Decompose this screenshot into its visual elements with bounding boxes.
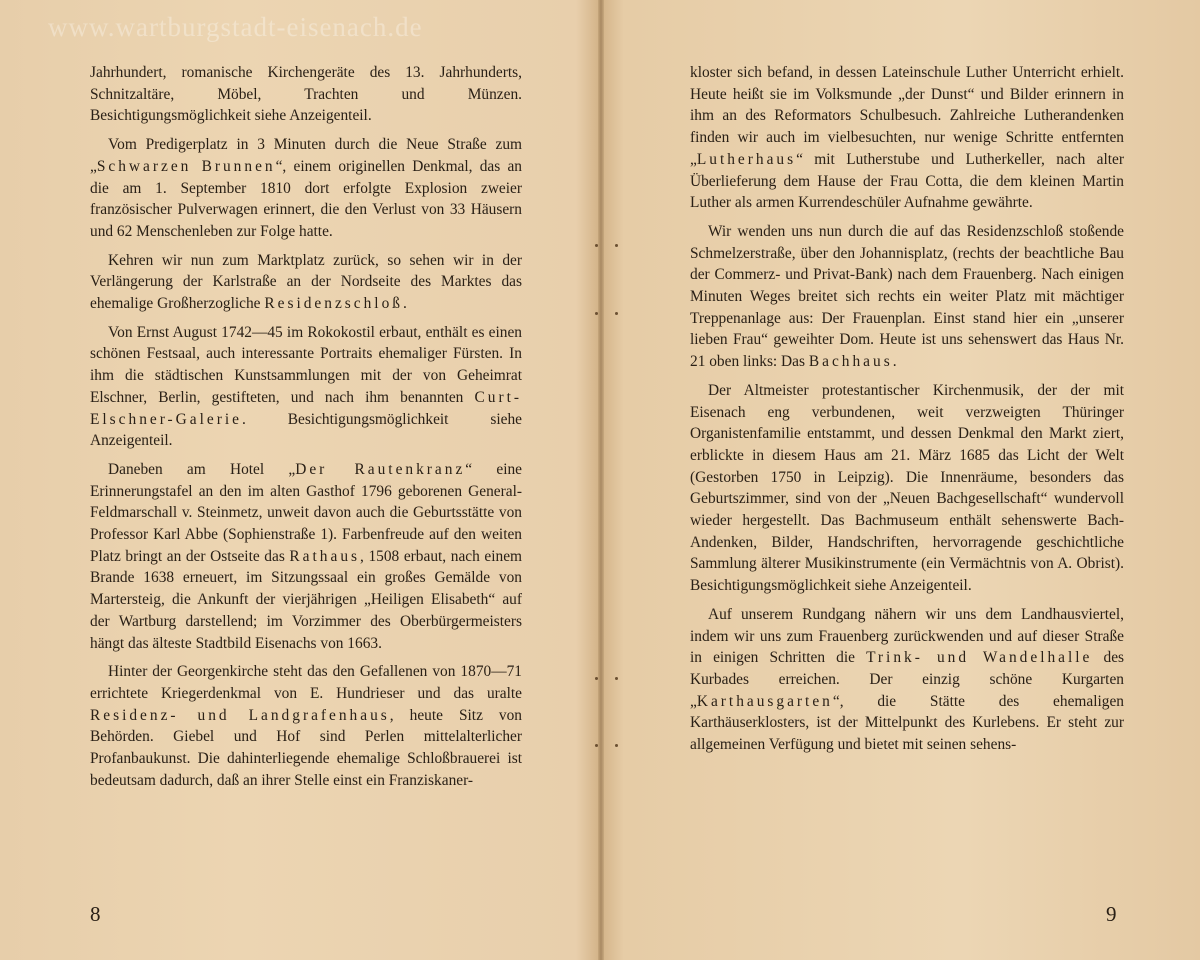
binding-mark (595, 677, 607, 681)
text-run: Hinter der Georgenkirche steht das den Gefallenen von 1870—71 errichtete Kriegerdenkmal von E. Hundrieser und das uralte (90, 663, 522, 702)
paragraph (90, 322, 522, 452)
spaced-emphasis: Curt-Elschner-Galerie (90, 388, 522, 428)
text-run: “, einem originellen Denkmal, das an die am 1. September 1810 dort erfolgte Explosion zweier französischer Pulverwagen erinnert, die den Verlust von 33 Häusern und 62 Menschenleben zur Folge hatte. (90, 157, 522, 240)
paragraph (690, 380, 1124, 597)
text-run: , 1508 erbaut, nach einem Brande 1638 erneuert, im Sitzungssaal ein großes Gemälde von Martersteig, die Ankunft der vierjährigen „Heiligen Elisabeth“ auf der Wartburg darstellend; im Vorzimmer des Oberbürgermeisters hängt das älteste Stadtbild Eisenachs von 1663. (90, 547, 523, 652)
paragraph (90, 459, 522, 654)
text-run: “ eine Erinnerungstafel an den im alten Gasthof 1796 geborenen General-Feldmarschall v. Steinmetz, unweit davon auch die Geburtsstätte von Professor Karl Abbe (Sophienstraße 1). Farbenfreude auf den weiten Platz bringt an der Ostseite das (90, 460, 522, 565)
text-run: . Besichtigungsmöglichkeit siehe Anzeigenteil. (90, 410, 522, 450)
book-gutter (598, 0, 604, 960)
text-run: Der Altmeister protestantischer Kirchenmusik, der der mit Eisenach eng verbundenen, weit verzweigten Thüringer Organistenfamilie entstammt, und dessen Denkmal den Markt ziert, erblickte in diesem Haus am 21. März 1685 das Licht der Welt (Gestorben 1750 in Leipzig). Die Innenräume, besonders das Geburtszimmer, sind von der „Neuen Bachgesellschaft“ wundervoll wieder hergestellt. Das Bachmuseum enthält sehenswerte Bach-Andenken, Bilder, Handschriften, hervorragende geschichtliche Sammlung älterer Musikinstrumente (ein Vermächtnis von A. Obrist). Besichtigungsmöglichkeit siehe Anzeigenteil. (690, 381, 1124, 595)
text-run: Auf unserem Rundgang nähern wir uns dem Landhausviertel, indem wir uns zum Frauenberg zurückwenden und auf dieser Straße in einigen Schritten die (690, 605, 1124, 667)
left-page-text (90, 62, 522, 799)
text-run: Vom Predigerplatz in 3 Minuten durch die Neue Straße zum „ (90, 136, 522, 175)
paragraph (90, 62, 522, 127)
page-number-right: 9 (1106, 902, 1117, 926)
page-number-left: 8 (90, 902, 101, 926)
text-run: . (402, 295, 407, 313)
binding-mark (595, 244, 607, 248)
paragraph (90, 250, 522, 315)
text-run: des Kurbades erreichen. Der einzig schöne Kurgarten „ (690, 649, 1125, 710)
text-run: Von Ernst August 1742—45 im Rokokostil erbaut, enthält es einen schönen Festsaal, auch interessante Portraits ehemaliger Fürsten. In ihm die städtischen Kunstsammlungen mit der von Geheimrat Elschner, Berlin, gestifteten, und nach ihm benannten (90, 323, 522, 406)
text-run: Wir wenden uns nun durch die auf das Residenzschloß stoßende Schmelzerstraße, über den Johannisplatz, (rechts der beachtliche Bau der Commerz- und Privat-Bank) nach dem Frauenberg. Nach einigen Minuten Weges breitet sich rechts ein weiter Platz mit mächtiger Treppenanlage aus: Der Frauenplan. Einst stand hier ein „unserer lieben Frau“ geweihter Dom. Heute ist uns sehenswert das Haus Nr. 21 oben links: Das (690, 222, 1124, 371)
binding-mark (595, 312, 607, 316)
paragraph (690, 221, 1124, 373)
text-run: Jahrhundert, romanische Kirchengeräte des 13. Jahrhunderts, Schnitzaltäre, Möbel, Trachten und Münzen. Besichtigungsmöglichkeit siehe Anzeigenteil. (90, 64, 522, 125)
paragraph (690, 62, 1124, 214)
spaced-emphasis: Der Rautenkranz (295, 460, 466, 478)
watermark: www.wartburgstadt-eisenach.de (48, 12, 423, 42)
spaced-emphasis: Trink- und Wandelhalle (866, 649, 1093, 667)
binding-mark (595, 744, 607, 748)
text-run: Daneben am Hotel „ (108, 460, 296, 478)
spaced-emphasis: Lutherhaus (696, 150, 797, 168)
text-run: “ mit Lutherstube und Lutherkeller, nach alter Überlieferung dem Hause der Frau Cotta, die dem kleinen Martin Luther als armen Kurrendeschüler Aufnahme gewährte. (690, 150, 1124, 212)
text-run: Kehren wir nun zum Marktplatz zurück, so sehen wir in der Verlängerung der Karlstraße an der Nordseite des Marktes das ehemalige Großherzogliche (90, 251, 522, 313)
spaced-emphasis: Karthausgarten (696, 692, 833, 710)
paragraph (90, 134, 522, 243)
right-page-text (690, 62, 1124, 763)
spaced-emphasis: Bachhaus (808, 353, 893, 371)
spaced-emphasis: Schwarzen Brunnen (96, 157, 276, 175)
spaced-emphasis: Residenz- und Landgrafenhaus (90, 706, 390, 724)
text-run: , heute Sitz von Behörden. Giebel und Hof sind Perlen mittelalterlicher Profanbaukunst. Die dahinterliegende ehemalige Schloßbrauerei ist bedeutsam dadurch, daß an ihrer Stelle einst ein Franziskaner- (90, 706, 522, 789)
text-run: . (892, 353, 897, 371)
text-run: “, die Stätte des ehemaligen Karthäuserklosters, ist der Mittelpunkt des Kurlebens. Er steht zur allgemeinen Verfügung und bietet mit seinen sehens- (690, 692, 1124, 754)
text-run: kloster sich befand, in dessen Lateinschule Luther Unterricht erhielt. Heute heißt sie im Volksmunde „der Dunst“ und Bilder erinnern in ihm an des Reformators Schulbesuch. Zahlreiche Lutherandenken finden wir auch im vielbesuchten, nur wenige Schritte entfernten „ (690, 64, 1124, 168)
paragraph (90, 661, 522, 791)
paragraph (690, 604, 1124, 756)
spaced-emphasis: Rathaus (289, 547, 361, 565)
spaced-emphasis: Residenzschloß (264, 295, 403, 313)
